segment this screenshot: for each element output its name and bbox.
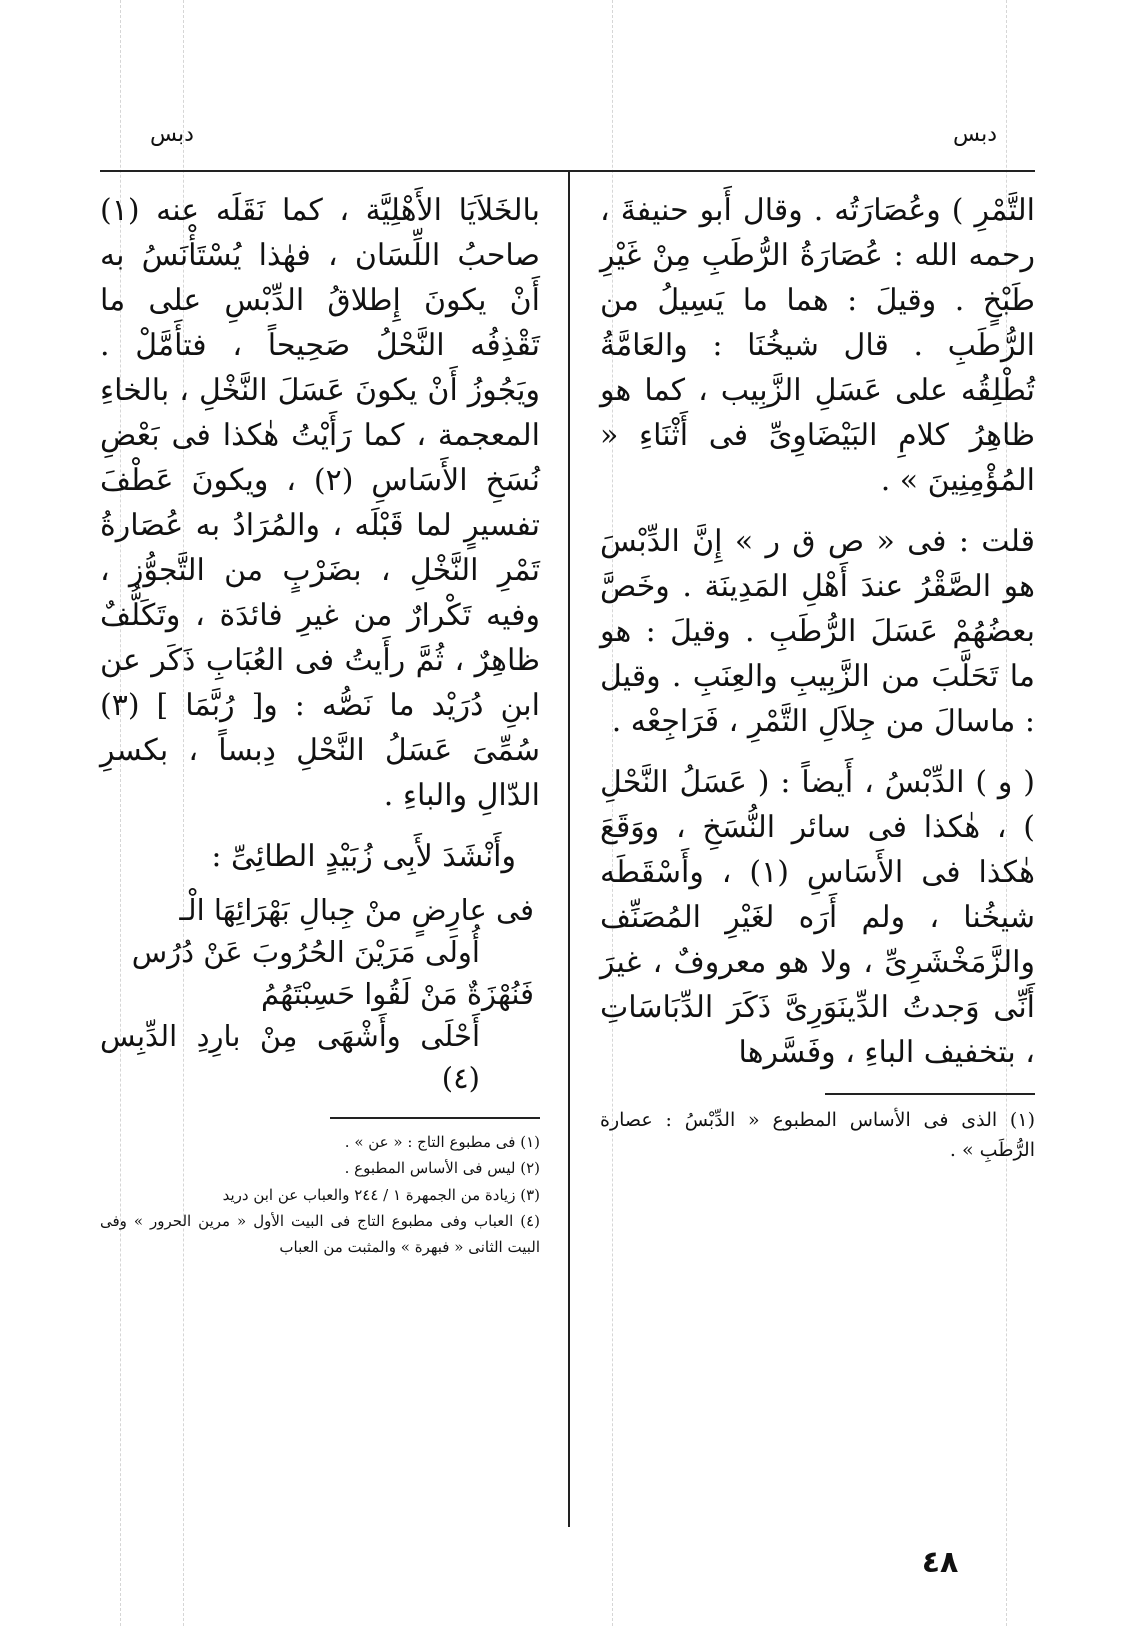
paragraph: بالخَلاَيَا الأَهْلِيَّة ، كما نَقَلَه عنه (١) صاحبُ اللِّسَان ، فهٰذا يُسْتَأْنَسُ به أَنْ يكونَ إِطلاقُ الدِّبْسِ على ما تَقْذِفُه النَّحْلُ صَحِيحاً ، فتأَمَّلْ . ويَجُوزُ أَنْ يكونَ عَسَلَ النَّخْلِ ، بالخاءِ المعجمة ، كما رَأَيْتُ هٰكذا فى بَعْضِ نُسَخِ الأَسَاسِ (٢) ، ويكونَ عَطْفَ تفسيرٍ لما قَبْلَه ، والمُرَادُ به عُصَارةُ تَمْرِ النَّخْلِ ، بضَرْبٍ من التَّجوُّز ، وفيه تَكْرارٌ من غيرِ فائدَة ، وتَكَلُّفٌ ظاهِرٌ ، ثُمَّ رأَيتُ فى العُبَابِ ذَكَر عن ابنِ دُرَيْد ما نَصُّه : و[ رُبَّمَا ] (٣) سُمِّىَ عَسَلُ النَّحْلِ دِبساً ، بكسرِ الدّالِ والباءِ . <box>100 193 540 813</box>
footnote: (٣) زيادة من الجمهرة ١ / ٢٤٤ والعباب عن ابن دريد <box>222 1185 540 1204</box>
footnote-separator <box>825 1093 1035 1095</box>
footnote: (١) الذى فى الأساس المطبوع « الدِّبْسُ : عصارة الرُّطَبِ » . <box>600 1109 1035 1162</box>
footnote: (٢) ليس فى الأساس المطبوع . <box>344 1159 540 1178</box>
footnote: (٤) العباب وفى مطبوع التاج فى البيت الأول « مرين الحرور » وفى البيت الثانى « فبهرة » والمثبت من العباب <box>100 1211 540 1257</box>
footnotes <box>600 1105 1035 1166</box>
paragraph: ( و ) الدِّبْسُ ، أَيضاً : ( عَسَلُ النَّحْلِ ) ، هٰكذا فى سائر النُّسَخِ ، ووَقَعَ هٰكذا فى الأَسَاسِ (١) ، وأَسْقَطَه شيخُنا ، ولم أَرَه لغَيْرِ المُصَنِّف والزَّمَخْشَرِىِّ ، ولا هو معروفٌ ، غيرَ أَنِّى وَجدتُ الدِّينَوَرِىَّ ذَكَرَ الدِّبَاسَاتِ ، بتخفيف الباءِ ، وفَسَّرها <box>600 765 1035 1070</box>
paragraph: قلت : فى « ص ق ر » إِنَّ الدِّبْسَ هو الصَّقْرُ عندَ أَهْلِ المَدِينَة . وخَصَّ بعضُهُمْ عَسَلَ الرُّطَبِ . وقيلَ : هو ما تَحَلَّبَ من الزَّبِيبِ والعِنَبِ . وقيل : ماسالَ من جِلاَلِ التَّمْرِ ، فَرَاجِعْه . <box>600 524 1035 739</box>
verse-intro: وأَنْشَدَ لأَبِى زُبَيْدٍ الطائِىِّ : <box>211 839 516 874</box>
running-head-left: دبس <box>150 122 194 147</box>
page-number: ٤٨ <box>921 1545 959 1580</box>
column-divider <box>568 172 570 1527</box>
poem <box>100 889 540 1099</box>
verse-hemistich: فى عارِضٍ منْ جِبالِ بَهْرَائِهَا الْـ <box>179 893 534 927</box>
paragraph: التَّمْرِ ) وعُصَارَتُه . وقال أَبو حنيفةَ ، رحمه الله : عُصَارَةُ الرُّطَبِ مِنْ غَيْرِ طَبْخٍ . وقيلَ : هما ما يَسِيلُ من الرُّطَبِ . قال شيخُنَا : والعَامَّةُ تُطْلِقُه على عَسَلِ الزَّبِيب ، كما هو ظاهِرُ كلامِ البَيْضَاوِىِّ فى أَثْنَاءِ « المُؤْمِنِينَ » . <box>600 193 1035 498</box>
verse-hemistich: أُولَى مَرَيْنَ الحُرُوبَ عَنْ دُرُس <box>131 935 480 970</box>
verse-hemistich: فَنُهْزَةٌ مَنْ لَقُوا حَسِبْتَهُمُ <box>261 977 534 1012</box>
left-column <box>100 188 540 1260</box>
verse-hemistich: أَحْلَى وأَشْهَى مِنْ بارِدِ الدِّبِس (٤) <box>100 1019 480 1096</box>
footnote: (١) فى مطبوع التاج : « عن » . <box>344 1133 540 1152</box>
footnote-separator <box>330 1117 540 1119</box>
right-column <box>600 188 1035 1166</box>
running-head-right: دبس <box>953 122 997 147</box>
footnotes <box>100 1129 540 1260</box>
